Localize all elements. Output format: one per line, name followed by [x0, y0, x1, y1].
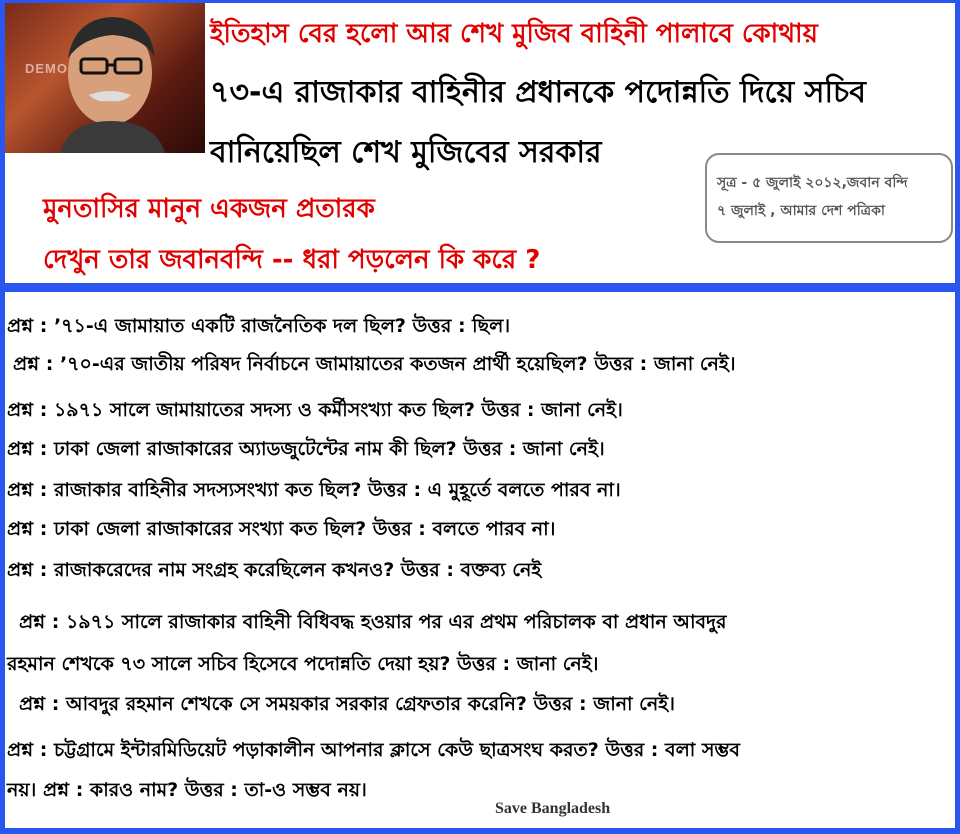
source-line-2: ৭ জুলাই , আমার দেশ পত্রিকা: [717, 203, 885, 219]
qa-line: প্রশ্ন : ১৯৭১ সালে জামায়াতের সদস্য ও কর্মীসংখ্যা কত ছিল? উত্তর : জানা নেই।: [7, 399, 623, 421]
qa-line: প্রশ্ন : ১৯৭১ সালে রাজাকার বাহিনী বিধিবদ্ধ হওয়ার পর এর প্রথম পরিচালক বা প্রধান আবদুর: [19, 611, 727, 633]
qa-line: নয়। প্রশ্ন : কারও নাম? উত্তর : তা-ও সম্ভব নয়।: [7, 779, 367, 801]
portrait-illustration: [5, 3, 205, 153]
qa-line: প্রশ্ন : রাজাকার বাহিনীর সদস্যসংখ্যা কত ছিল? উত্তর : এ মুহূর্তে বলতে পারব না।: [7, 479, 621, 501]
qa-line: প্রশ্ন : রাজাকরেদের নাম সংগ্রহ করেছিলেন কখনও? উত্তর : বক্তব্য নেই: [7, 559, 542, 581]
source-line-1: সূত্র - ৫ জুলাই ২০১২,জবান বন্দি: [717, 175, 908, 191]
portrait-photo: [5, 3, 205, 153]
qa-line: প্রশ্ন : আবদুর রহমান শেখকে সে সময়কার সরকার গ্রেফতার করেনি? উত্তর : জানা নেই।: [19, 693, 675, 715]
headline-secondary: ৭৩-এ রাজাকার বাহিনীর প্রধানকে পদোন্নতি দিয়ে সচিব: [210, 75, 866, 110]
header-panel: [5, 3, 955, 283]
qa-line: প্রশ্ন : ’৭০-এর জাতীয় পরিষদ নির্বাচনে জামায়াতের কতজন প্রার্থী হয়েছিল? উত্তর : জানা নেই।: [13, 353, 736, 375]
footer-label: Save Bangladesh: [495, 800, 611, 817]
headline-tertiary: বানিয়েছিল শেখ মুজিবের সরকার: [210, 135, 602, 170]
photo-watermark: DEMO: [25, 61, 68, 76]
subheadline-2: দেখুন তার জবানবন্দি -- ধরা পড়লেন কি করে ?: [43, 245, 541, 275]
source-box: [705, 153, 953, 243]
headline-primary: ইতিহাস বের হলো আর শেখ মুজিব বাহিনী পালাবে কোথায়: [210, 19, 818, 49]
qa-line: প্রশ্ন : চট্টগ্রামে ইন্টারমিডিয়েট পড়াকালীন আপনার ক্লাসে কেউ ছাত্রসংঘ করত? উত্তর : বলা সম্ভব: [7, 739, 741, 761]
qa-line: প্রশ্ন : ঢাকা জেলা রাজাকারের অ্যাডজুটেন্টের নাম কী ছিল? উত্তর : জানা নেই।: [7, 438, 605, 460]
qa-panel: [5, 292, 955, 828]
qa-line: প্রশ্ন : ’৭১-এ জামায়াত একটি রাজনৈতিক দল ছিল? উত্তর : ছিল।: [7, 315, 511, 337]
qa-line: রহমান শেখকে ৭৩ সালে সচিব হিসেবে পদোন্নতি দেয়া হয়? উত্তর : জানা নেই।: [7, 653, 599, 675]
qa-line: প্রশ্ন : ঢাকা জেলা রাজাকারের সংখ্যা কত ছিল? উত্তর : বলতে পারব না।: [7, 518, 556, 540]
subheadline-1: মুনতাসির মানুন একজন প্রতারক: [43, 194, 375, 224]
